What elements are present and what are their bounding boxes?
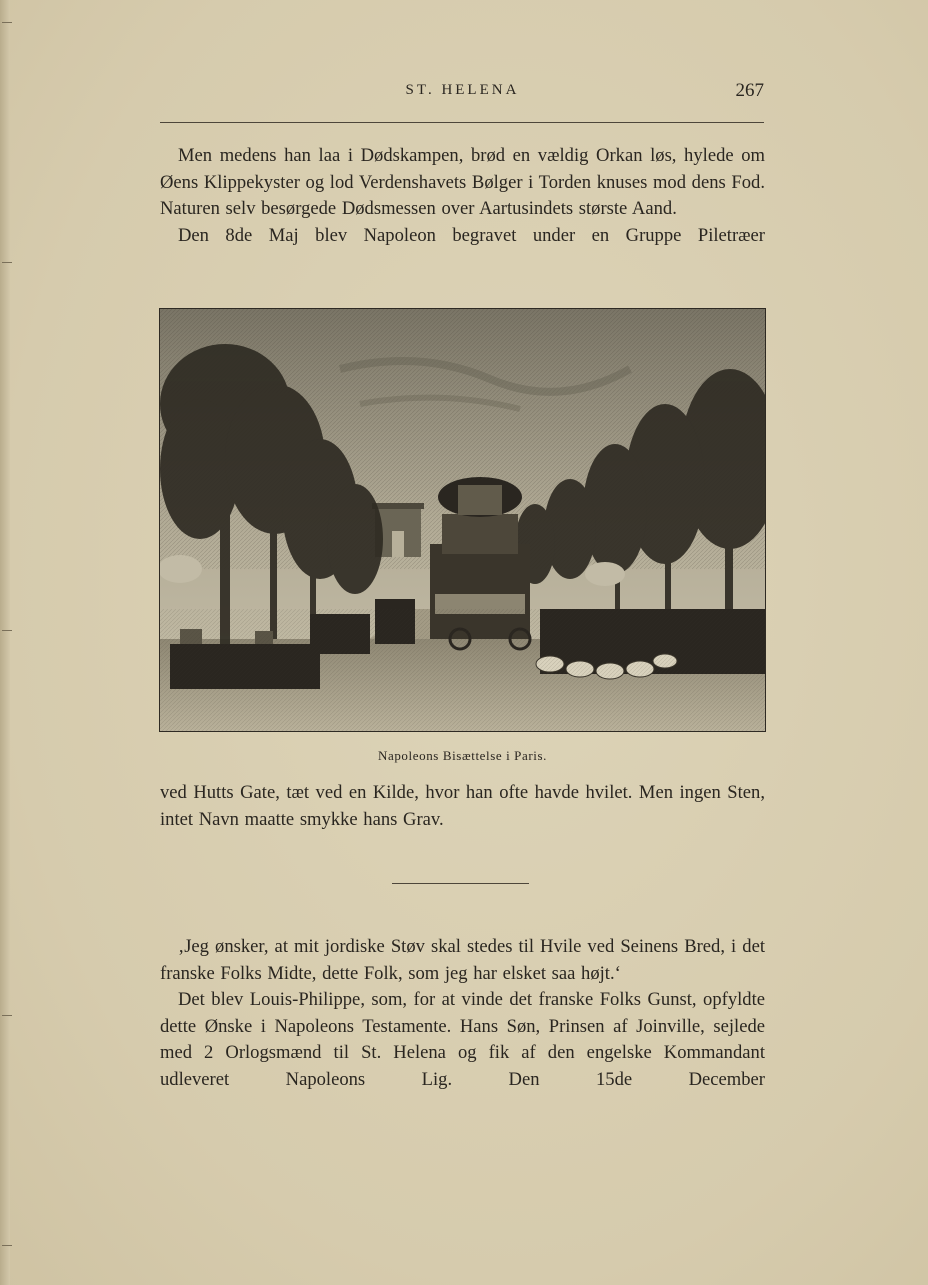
running-head-title: ST. HELENA xyxy=(405,82,520,98)
section-separator xyxy=(392,883,529,884)
figure-caption: Napoleons Bisættelse i Paris. xyxy=(377,748,548,763)
paragraph: ved Hutts Gate, tæt ved en Kilde, hvor han ofte havde hvilet. Men ingen Sten, intet Navn maatte smykke hans Grav. xyxy=(160,782,765,830)
engraving-illustration xyxy=(159,308,766,732)
paragraph: Men medens han laa i Dødskampen, brød en vældig Orkan løs, hylede om Øens Klippekyster og lod Verdenshavets Bølger i Torden knuses mod dens Fod. Naturen selv besørgede Dødsmessen over Aartusindets største Aand. xyxy=(160,145,765,220)
funeral-procession-engraving xyxy=(160,309,765,731)
text-block-bottom xyxy=(160,934,765,1094)
header-rule xyxy=(160,122,764,123)
paragraph: Det blev Louis-Philippe, som, for at vinde det franske Folks Gunst, opfyldte dette Ønske i Napoleons Testamente. Hans Søn, Prinsen af Joinville, sejlede med 2 Orlogsmænd til St. Helena og fik af den engelske Kommandant udleveret Napoleons Lig. Den 15de December xyxy=(160,989,765,1090)
paragraph: ‚Jeg ønsker, at mit jordiske Støv skal stedes til Hvile ved Seinens Bred, i det franske Folks Midte, dette Folk, som jeg har elsket saa højt.‘ xyxy=(160,936,765,984)
page-number: 267 xyxy=(735,80,764,101)
text-block-top xyxy=(160,143,765,249)
binding-edge xyxy=(0,0,10,1285)
paragraph: Den 8de Maj blev Napoleon begravet under en Gruppe Piletræer xyxy=(178,224,765,246)
running-head xyxy=(160,82,765,106)
text-block-middle xyxy=(160,780,765,833)
